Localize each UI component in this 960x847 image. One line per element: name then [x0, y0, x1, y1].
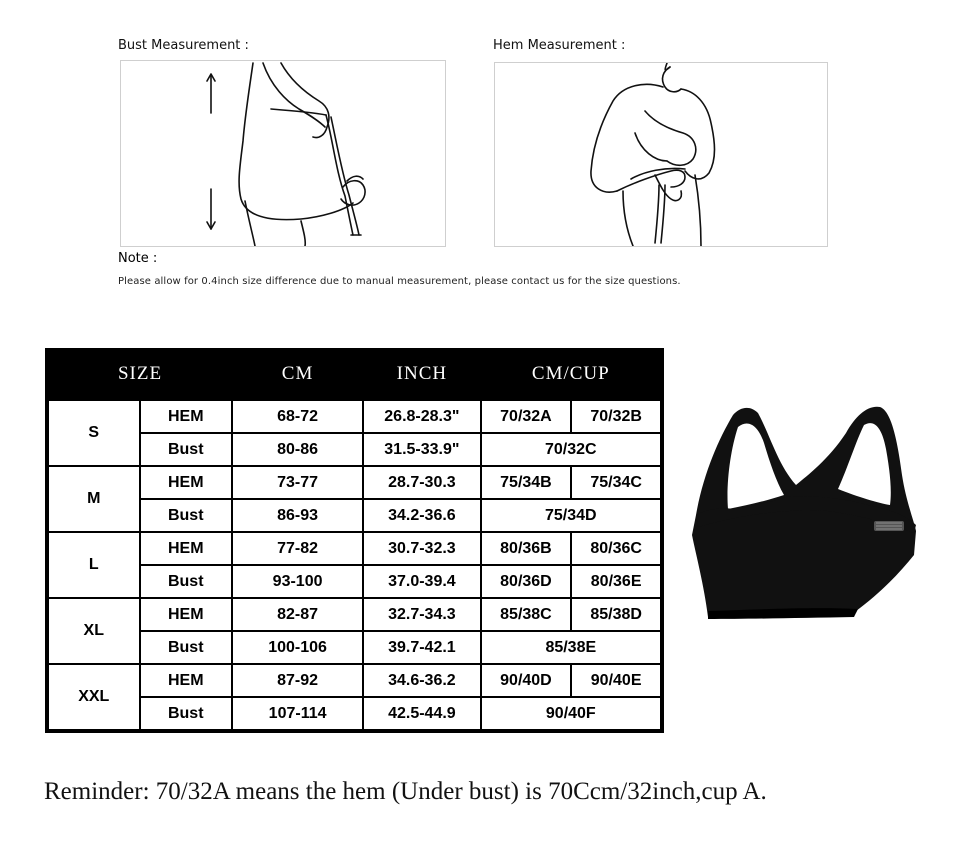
- size-cell: S: [48, 400, 140, 466]
- inch-cell: 34.2-36.6: [363, 499, 480, 532]
- cm-cell: 86-93: [232, 499, 363, 532]
- inch-cell: 28.7-30.3: [363, 466, 480, 499]
- cup-cell: 70/32B: [571, 400, 661, 433]
- table-row: [48, 598, 661, 631]
- table-row: [48, 466, 661, 499]
- cup-cell: 85/38E: [481, 631, 661, 664]
- header-size: SIZE: [48, 348, 232, 400]
- measure-type-cell: HEM: [140, 598, 233, 631]
- table-row: [48, 565, 661, 598]
- cm-cell: 73-77: [232, 466, 363, 499]
- cup-cell: 70/32C: [481, 433, 661, 466]
- cm-cell: 93-100: [232, 565, 363, 598]
- cup-cell: 85/38D: [571, 598, 661, 631]
- measure-type-cell: Bust: [140, 565, 233, 598]
- measure-type-cell: Bust: [140, 631, 233, 664]
- size-cell: XXL: [48, 664, 140, 730]
- size-chart-table: [45, 348, 664, 733]
- reminder-text: Reminder: 70/32A means the hem (Under bust) is 70Ccm/32inch,cup A.: [44, 778, 767, 805]
- inch-cell: 31.5-33.9": [363, 433, 480, 466]
- header-cm: CM: [232, 348, 363, 400]
- black-bra-image: [692, 407, 916, 619]
- size-cell: L: [48, 532, 140, 598]
- inch-cell: 34.6-36.2: [363, 664, 480, 697]
- table-row: [48, 664, 661, 697]
- inch-cell: 39.7-42.1: [363, 631, 480, 664]
- table-row: [48, 433, 661, 466]
- cup-cell: 75/34B: [481, 466, 572, 499]
- size-cell: XL: [48, 598, 140, 664]
- inch-cell: 26.8-28.3": [363, 400, 480, 433]
- inch-cell: 32.7-34.3: [363, 598, 480, 631]
- bust-measurement-caption: Bust Measurement :: [118, 38, 249, 53]
- hem-measurement-diagram: [494, 62, 828, 247]
- measure-type-cell: Bust: [140, 433, 233, 466]
- measure-type-cell: HEM: [140, 400, 233, 433]
- cup-cell: 75/34C: [571, 466, 661, 499]
- cup-cell: 90/40F: [481, 697, 661, 730]
- cm-cell: 68-72: [232, 400, 363, 433]
- cm-cell: 107-114: [232, 697, 363, 730]
- table-row: [48, 400, 661, 433]
- measure-type-cell: HEM: [140, 466, 233, 499]
- cup-cell: 90/40E: [571, 664, 661, 697]
- cup-cell: 80/36E: [571, 565, 661, 598]
- size-cell: M: [48, 466, 140, 532]
- table-row: [48, 631, 661, 664]
- header-cm-cup: CM/CUP: [481, 348, 661, 400]
- measure-type-cell: HEM: [140, 532, 233, 565]
- cm-cell: 100-106: [232, 631, 363, 664]
- up-arrow-icon: [207, 74, 215, 113]
- header-inch: INCH: [363, 348, 480, 400]
- cm-cell: 82-87: [232, 598, 363, 631]
- table-header-row: [48, 348, 661, 400]
- cup-cell: 80/36B: [481, 532, 572, 565]
- cm-cell: 77-82: [232, 532, 363, 565]
- table-row: [48, 532, 661, 565]
- cup-cell: 75/34D: [481, 499, 661, 532]
- note-title: Note :: [118, 251, 158, 266]
- cm-cell: 80-86: [232, 433, 363, 466]
- inch-cell: 30.7-32.3: [363, 532, 480, 565]
- hem-measurement-caption: Hem Measurement :: [493, 38, 626, 53]
- down-arrow-icon: [207, 189, 215, 229]
- cup-cell: 80/36C: [571, 532, 661, 565]
- measure-type-cell: Bust: [140, 697, 233, 730]
- cup-cell: 85/38C: [481, 598, 572, 631]
- cm-cell: 87-92: [232, 664, 363, 697]
- measure-type-cell: HEM: [140, 664, 233, 697]
- cup-cell: 70/32A: [481, 400, 572, 433]
- inch-cell: 42.5-44.9: [363, 697, 480, 730]
- cup-cell: 90/40D: [481, 664, 572, 697]
- cup-cell: 80/36D: [481, 565, 572, 598]
- table-row: [48, 697, 661, 730]
- bust-measurement-diagram: [120, 60, 446, 247]
- inch-cell: 37.0-39.4: [363, 565, 480, 598]
- measure-type-cell: Bust: [140, 499, 233, 532]
- table-row: [48, 499, 661, 532]
- product-image: [678, 405, 920, 621]
- note-text: Please allow for 0.4inch size difference due to manual measurement, please contact us for the size questions.: [118, 276, 681, 287]
